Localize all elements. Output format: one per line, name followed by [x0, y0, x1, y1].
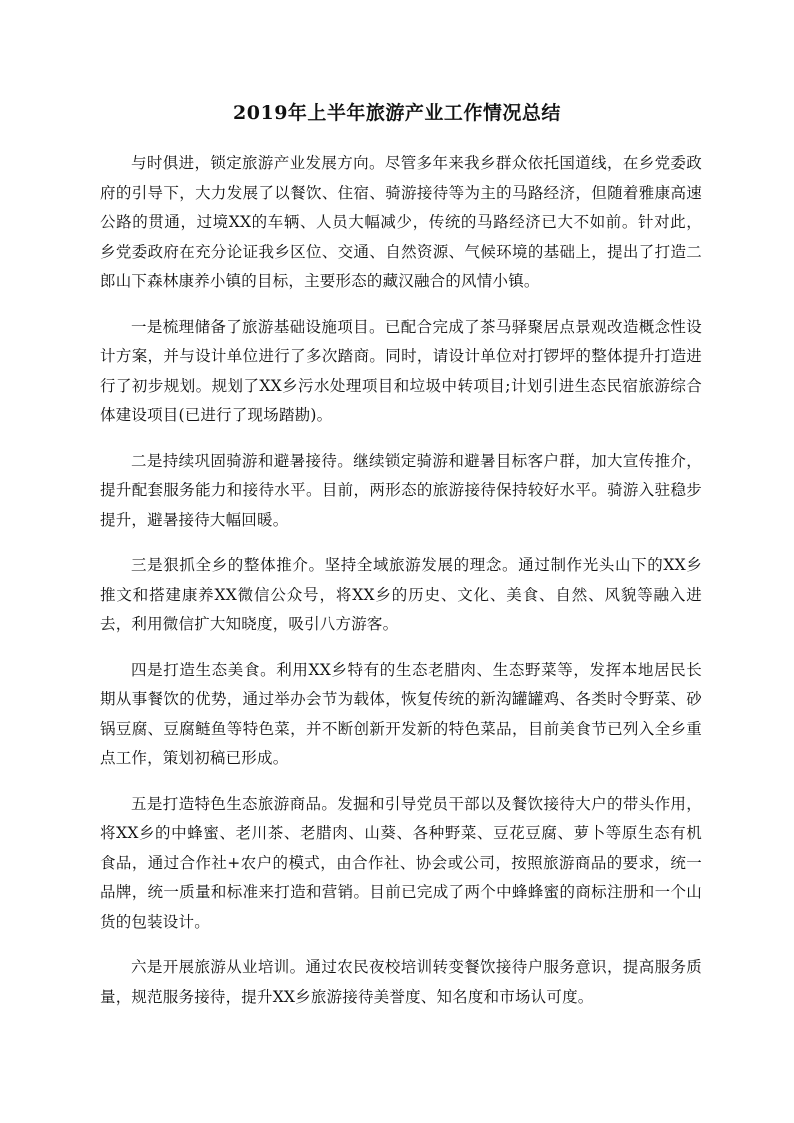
paragraph-training: 六是开展旅游从业培训。通过农民夜校培训转变餐饮接待户服务意识，提高服务质量，规范服务接待，提升XX乡旅游接待美誉度、知名度和市场认可度。: [100, 958, 702, 1006]
paragraph-reception: 二是持续巩固骑游和避暑接待。继续锁定骑游和避暑目标客户群，加大宣传推介，提升配套服务能力和接待水平。目前，两形态的旅游接待保持较好水平。骑游入驻稳步提升，避暑接待大幅回暖。: [100, 451, 702, 529]
paragraph-food: 四是打造生态美食。利用XX乡特有的生态老腊肉、生态野菜等，发挥本地居民长期从事餐饮的优势，通过举办会节为载体，恢复传统的新沟罐罐鸡、各类时令野菜、砂锅豆腐、豆腐鲢鱼等特色菜，并不断创新开发新的特色菜品，目前美食节已列入全乡重点工作，策划初稿已形成。: [100, 660, 702, 767]
paragraph-intro: 与时俱进，锁定旅游产业发展方向。尽管多年来我乡群众依托国道线，在乡党委政府的引导下，大力发展了以餐饮、住宿、骑游接待等为主的马路经济，但随着雅康高速公路的贯通，过境XX的车辆、人员大幅减少，传统的马路经济已大不如前。针对此，乡党委政府在充分论证我乡区位、交通、自然资源、气候环境的基础上，提出了打造二郎山下森林康养小镇的目标，主要形态的藏汉融合的风情小镇。: [100, 154, 702, 290]
document-title: 2019年上半年旅游产业工作情况总结: [233, 102, 561, 124]
document-body: [100, 149, 702, 1028]
paragraph-products: 五是打造特色生态旅游商品。发掘和引导党员干部以及餐饮接待大户的带头作用，将XX乡的中蜂蜜、老川茶、老腊肉、山葵、各种野菜、豆花豆腐、萝卜等原生态有机食品，通过合作社+农户的模式，由合作社、协会或公司，按照旅游商品的要求，统一品牌，统一质量和标准来打造和营销。目前已完成了两个中蜂蜂蜜的商标注册和一个山货的包装设计。: [100, 794, 702, 931]
paragraph-promotion: 三是狠抓全乡的整体推介。坚持全域旅游发展的理念。通过制作光头山下的XX乡推文和搭建康养XX微信公众号，将XX乡的历史、文化、美食、自然、风貌等融入进去，利用微信扩大知晓度，吸引八方游客。: [100, 556, 702, 633]
paragraph-infrastructure: 一是梳理储备了旅游基础设施项目。已配合完成了茶马驿聚居点景观改造概念性设计方案，并与设计单位进行了多次踏商。同时，请设计单位对打锣坪的整体提升打造进行了初步规划。规划了XX乡污水处理项目和垃圾中转项目;计划引进生态民宿旅游综合体建设项目(已进行了现场踏勘)。: [100, 317, 702, 424]
